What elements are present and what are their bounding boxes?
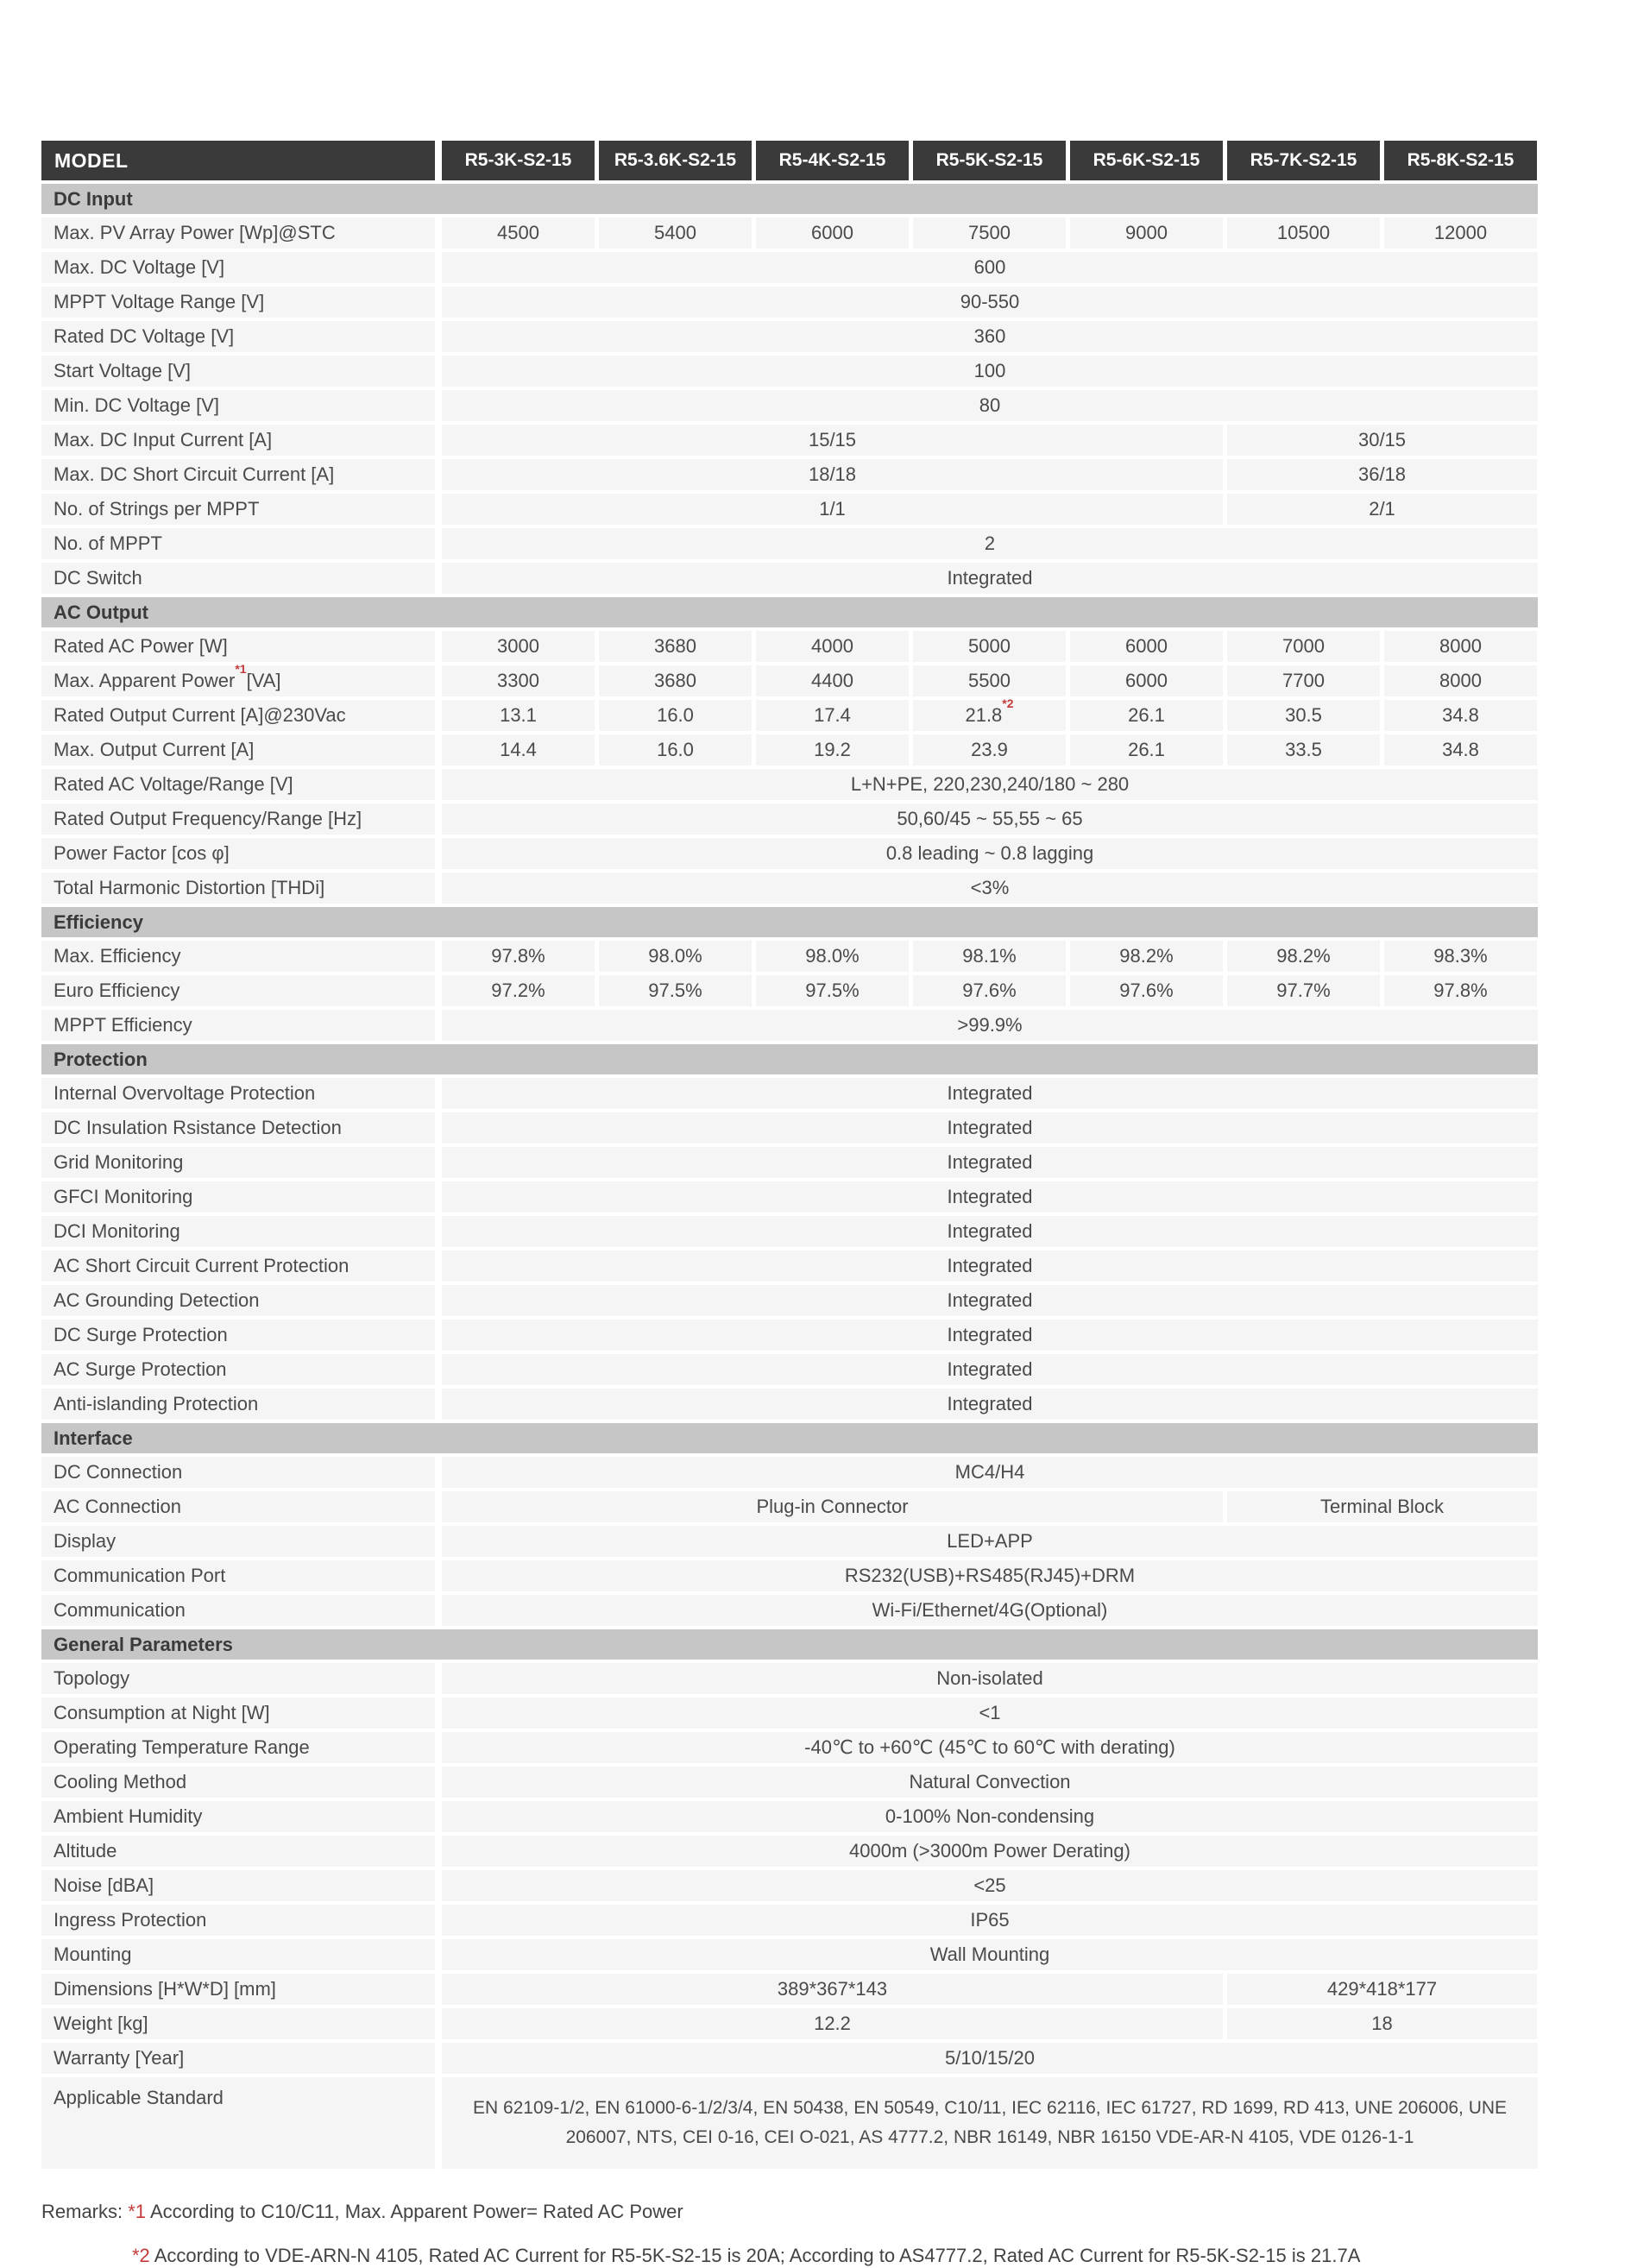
row-values [442,528,1538,559]
row-label: No. of Strings per MPPT [41,494,435,525]
spec-value-cell: 34.8 [1384,734,1537,765]
row-label: Euro Efficiency [41,975,435,1006]
spec-value-cell: <1 [442,1698,1538,1729]
table-row [41,1389,1538,1420]
row-values [442,631,1538,662]
table-row [41,1112,1538,1143]
row-values [442,1285,1538,1316]
spec-value-cell: Integrated [442,1147,1538,1178]
spec-value-cell: 8000 [1384,665,1537,696]
spec-value-cell: Integrated [442,1216,1538,1247]
row-label: Communication Port [41,1560,435,1591]
table-row [41,1836,1538,1867]
spec-value-cell: 6000 [1070,631,1223,662]
model-column-header: R5-8K-S2-15 [1384,141,1537,180]
spec-value-cell: 3680 [599,631,752,662]
spec-value-cell: 12000 [1384,217,1537,249]
spec-value-cell: L+N+PE, 220,230,240/180 ~ 280 [442,769,1538,800]
row-label: Max. Apparent Power$^{*1}$[VA] [41,665,435,696]
table-row [41,769,1538,800]
spec-value-cell: 18/18 [442,459,1223,490]
table-row [41,975,1538,1006]
model-column-header: R5-4K-S2-15 [756,141,909,180]
spec-value-cell: 98.3% [1384,941,1537,972]
spec-value-cell: Integrated [442,1078,1538,1109]
model-column-header: R5-6K-S2-15 [1070,141,1223,180]
row-label: Weight [kg] [41,2008,435,2039]
spec-value-cell: 97.6% [913,975,1066,1006]
spec-value-cell: 3680 [599,665,752,696]
row-values [442,1560,1538,1591]
footnote-marker: *2 [1002,696,1014,710]
row-values [442,1526,1538,1557]
row-label: Noise [dBA] [41,1870,435,1901]
row-label: DCI Monitoring [41,1216,435,1247]
spec-value-cell: 16.0 [599,700,752,731]
row-values [442,1905,1538,1936]
table-row [41,459,1538,490]
row-values [442,1767,1538,1798]
row-label: Mounting [41,1939,435,1970]
spec-value-cell: 3000 [442,631,595,662]
spec-value-cell: 360 [442,321,1538,352]
row-label: Consumption at Night [W] [41,1698,435,1729]
row-label: Ingress Protection [41,1905,435,1936]
spec-value-cell: Plug-in Connector [442,1491,1223,1522]
spec-value-cell: 8000 [1384,631,1537,662]
row-values [442,665,1538,696]
row-label: Operating Temperature Range [41,1732,435,1763]
row-values [442,696,1538,731]
section-header: General Parameters [41,1629,1538,1660]
spec-value-cell: 4500 [442,217,595,249]
table-row [41,1905,1538,1936]
spec-value-cell: 97.8% [1384,975,1537,1006]
spec-value-cell: 2 [442,528,1538,559]
spec-value-cell: 30/15 [1227,425,1537,456]
row-label: Rated Output Frequency/Range [Hz] [41,803,435,835]
spec-value-cell: <25 [442,1870,1538,1901]
spec-value-cell: 2/1 [1227,494,1537,525]
spec-value-cell: 5/10/15/20 [442,2043,1538,2074]
row-label: Topology [41,1663,435,1694]
spec-value-cell: 97.5% [756,975,909,1006]
row-values [442,769,1538,800]
spec-value-cell: 0.8 leading ~ 0.8 lagging [442,838,1538,869]
spec-value-cell: 600 [442,252,1538,283]
model-column-header: R5-7K-S2-15 [1227,141,1380,180]
table-row [41,1974,1538,2005]
table-row [41,1767,1538,1798]
table-row [41,873,1538,904]
spec-value-cell: 98.0% [599,941,752,972]
row-values [442,1974,1538,2005]
row-values [442,1354,1538,1385]
table-row [41,1560,1538,1591]
table-row [41,1939,1538,1970]
spec-value-cell: Integrated [442,1251,1538,1282]
spec-value-cell: Integrated [442,1389,1538,1420]
spec-value-cell: -40℃ to +60℃ (45℃ to 60℃ with derating) [442,1732,1538,1763]
table-row [41,661,1538,696]
spec-value-cell: Wi-Fi/Ethernet/4G(Optional) [442,1595,1538,1626]
row-label: Display [41,1526,435,1557]
table-row [41,1147,1538,1178]
row-label: DC Switch [41,563,435,594]
spec-value-cell: Terminal Block [1227,1491,1537,1522]
row-values [442,1801,1538,1832]
model-header-cell: MODEL [41,141,435,180]
row-values [442,1078,1538,1109]
row-values [442,941,1538,972]
spec-value-cell: 4000m (>3000m Power Derating) [442,1836,1538,1867]
remark-line-1 [41,2200,1631,2225]
row-values [442,1698,1538,1729]
row-label: Applicable Standard [41,2077,435,2169]
table-row [41,356,1538,387]
table-row [41,1663,1538,1694]
spec-table [41,141,1538,2169]
remark-text-2: According to VDE-ARN-N 4105, Rated AC Current for R5-5K-S2-15 is 20A; According to AS4777.2, Rated AC Current for R5-5K-S2-15 is 21.7A [149,2244,1361,2266]
table-row [41,1320,1538,1351]
spec-value-cell: 17.4 [756,700,909,731]
spec-value-cell: 19.2 [756,734,909,765]
spec-value-cell: 6000 [1070,665,1223,696]
row-label: Max. Efficiency [41,941,435,972]
spec-value-cell: 5500 [913,665,1066,696]
row-label: Start Voltage [V] [41,356,435,387]
spec-value-cell: 26.1 [1070,734,1223,765]
remarks [41,2200,1631,2268]
row-values [442,321,1538,352]
spec-value-cell: 13.1 [442,700,595,731]
table-row [41,563,1538,594]
spec-value-cell: 15/15 [442,425,1223,456]
table-row [41,631,1538,662]
spec-value-cell: LED+APP [442,1526,1538,1557]
spec-value-cell: IP65 [442,1905,1538,1936]
row-values [442,1010,1538,1041]
spec-value-cell: 14.4 [442,734,595,765]
row-values [442,803,1538,835]
row-label: Internal Overvoltage Protection [41,1078,435,1109]
table-row [41,2008,1538,2039]
spec-value-cell: 16.0 [599,734,752,765]
row-label: Max. DC Input Current [A] [41,425,435,456]
row-label: AC Grounding Detection [41,1285,435,1316]
spec-value-cell: 6000 [756,217,909,249]
row-values [442,1457,1538,1488]
table-row [41,252,1538,283]
table-row [41,1354,1538,1385]
model-column-header: R5-5K-S2-15 [913,141,1066,180]
row-label: Grid Monitoring [41,1147,435,1178]
table-row [41,287,1538,318]
spec-value-cell: 0-100% Non-condensing [442,1801,1538,1832]
spec-value-cell: 97.8% [442,941,595,972]
spec-value-cell: 12.2 [442,2008,1223,2039]
table-header-row [41,141,1538,180]
spec-value-cell: 98.2% [1070,941,1223,972]
row-values [442,1112,1538,1143]
row-values [442,1181,1538,1213]
row-label: DC Surge Protection [41,1320,435,1351]
spec-value-cell: 3300 [442,665,595,696]
row-values [442,1939,1538,1970]
row-label: Max. DC Short Circuit Current [A] [41,459,435,490]
spec-value-cell: 4400 [756,665,909,696]
row-values [442,1251,1538,1282]
table-row [41,1732,1538,1763]
row-values [442,563,1538,594]
row-label: Rated DC Voltage [V] [41,321,435,352]
row-values [442,734,1538,765]
row-label: Warranty [Year] [41,2043,435,2074]
row-values [442,838,1538,869]
row-label: Min. DC Voltage [V] [41,390,435,421]
row-values [442,425,1538,456]
row-values [442,217,1538,249]
row-label: Anti-islanding Protection [41,1389,435,1420]
model-column-header: R5-3K-S2-15 [442,141,595,180]
row-values [442,2077,1538,2169]
section-header: Interface [41,1423,1538,1453]
table-row [41,803,1538,835]
spec-value-cell: 5400 [599,217,752,249]
spec-value-cell: 7000 [1227,631,1380,662]
row-label: Rated Output Current [A]@230Vac [41,700,435,731]
row-label: Altitude [41,1836,435,1867]
row-label: Max. DC Voltage [V] [41,252,435,283]
row-label: Communication [41,1595,435,1626]
row-label: AC Connection [41,1491,435,1522]
spec-value-cell: 23.9 [913,734,1066,765]
spec-value-cell: 10500 [1227,217,1380,249]
table-row [41,838,1538,869]
spec-value-cell: 97.2% [442,975,595,1006]
table-row [41,1595,1538,1626]
row-values [442,356,1538,387]
row-label: Total Harmonic Distortion [THDi] [41,873,435,904]
row-values [442,975,1538,1006]
table-row [41,1801,1538,1832]
table-row [41,1181,1538,1213]
spec-value-cell: Integrated [442,563,1538,594]
table-row [41,1078,1538,1109]
row-values [442,252,1538,283]
table-row [41,528,1538,559]
row-values [442,1216,1538,1247]
table-row [41,1251,1538,1282]
model-header-cells [442,141,1538,180]
spec-value-cell: 98.2% [1227,941,1380,972]
row-values [442,2043,1538,2074]
row-values [442,1491,1538,1522]
table-row [41,2043,1538,2074]
spec-value-cell: 90-550 [442,287,1538,318]
table-row [41,494,1538,525]
table-row [41,1216,1538,1247]
row-values [442,390,1538,421]
spec-value-cell: Integrated [442,1112,1538,1143]
remark-marker-1: *1 [128,2201,147,2222]
row-values [442,1836,1538,1867]
row-label: Power Factor [cos φ] [41,838,435,869]
row-values [442,494,1538,525]
section-header: DC Input [41,184,1538,214]
table-row [41,1010,1538,1041]
row-values [442,1147,1538,1178]
row-values [442,1870,1538,1901]
table-row [41,1526,1538,1557]
row-values [442,2008,1538,2039]
row-values [442,1320,1538,1351]
spec-value-cell: Integrated [442,1354,1538,1385]
model-column-header: R5-3.6K-S2-15 [599,141,752,180]
table-row [41,425,1538,456]
row-values [442,873,1538,904]
remark-marker-2: *2 [132,2244,150,2266]
table-row [41,696,1538,731]
row-label: GFCI Monitoring [41,1181,435,1213]
spec-value-cell: Integrated [442,1285,1538,1316]
row-values [442,287,1538,318]
spec-value-cell: 33.5 [1227,734,1380,765]
row-label: Max. Output Current [A] [41,734,435,765]
row-label: MPPT Efficiency [41,1010,435,1041]
spec-value-cell: 50,60/45 ~ 55,55 ~ 65 [442,803,1538,835]
spec-value-cell: Integrated [442,1181,1538,1213]
table-row [41,217,1538,249]
spec-value-cell: 4000 [756,631,909,662]
row-label: AC Short Circuit Current Protection [41,1251,435,1282]
spec-value-cell: 97.7% [1227,975,1380,1006]
spec-value-cell: MC4/H4 [442,1457,1538,1488]
spec-value-cell: Natural Convection [442,1767,1538,1798]
section-header: Efficiency [41,907,1538,937]
table-row [41,1457,1538,1488]
table-row [41,1285,1538,1316]
spec-value-cell: Integrated [442,1320,1538,1351]
spec-value-cell: 97.6% [1070,975,1223,1006]
table-row [41,1491,1538,1522]
table-row [41,390,1538,421]
row-values [442,1389,1538,1420]
spec-value-cell: <3% [442,873,1538,904]
table-row [41,1698,1538,1729]
spec-value-cell: 9000 [1070,217,1223,249]
spec-value-cell: 34.8 [1384,700,1537,731]
footnote-marker: *1 [235,661,247,676]
table-row [41,941,1538,972]
table-row [41,1870,1538,1901]
spec-value-cell: 7500 [913,217,1066,249]
row-values [442,1595,1538,1626]
spec-value-cell: 26.1 [1070,700,1223,731]
row-values [442,459,1538,490]
spec-value-cell: 98.0% [756,941,909,972]
table-row [41,321,1538,352]
spec-value-cell: RS232(USB)+RS485(RJ45)+DRM [442,1560,1538,1591]
row-label: AC Surge Protection [41,1354,435,1385]
row-values [442,1732,1538,1763]
spec-value-cell: 21.8$^{*2}$ [913,700,1066,731]
spec-value-cell: 30.5 [1227,700,1380,731]
row-label: Ambient Humidity [41,1801,435,1832]
remark-text-1: According to C10/C11, Max. Apparent Power= Rated AC Power [146,2201,683,2222]
row-label: DC Connection [41,1457,435,1488]
table-row [41,2077,1538,2169]
row-label: No. of MPPT [41,528,435,559]
row-label: DC Insulation Rsistance Detection [41,1112,435,1143]
spec-value-cell: 7700 [1227,665,1380,696]
spec-value-cell: 1/1 [442,494,1223,525]
spec-value-cell: 100 [442,356,1538,387]
spec-value-cell: >99.9% [442,1010,1538,1041]
row-label: Cooling Method [41,1767,435,1798]
row-label: MPPT Voltage Range [V] [41,287,435,318]
spec-value-cell: 98.1% [913,941,1066,972]
table-row [41,734,1538,765]
row-label: Rated AC Voltage/Range [V] [41,769,435,800]
spec-value-cell: Non-isolated [442,1663,1538,1694]
spec-value-cell: 97.5% [599,975,752,1006]
remark-line-2 [41,2244,1631,2268]
remarks-prefix: Remarks: [41,2201,129,2222]
section-header: AC Output [41,597,1538,627]
spec-value-cell: 429*418*177 [1227,1974,1537,2005]
row-values [442,1663,1538,1694]
row-label: Max. PV Array Power [Wp]@STC [41,217,435,249]
spec-value-cell: 389*367*143 [442,1974,1223,2005]
section-header: Protection [41,1044,1538,1074]
spec-value-cell: 80 [442,390,1538,421]
spec-value-cell: 5000 [913,631,1066,662]
row-label: Dimensions [H*W*D] [mm] [41,1974,435,2005]
spec-value-cell: EN 62109-1/2, EN 61000-6-1/2/3/4, EN 50438, EN 50549, C10/11, IEC 62116, IEC 61727, RD 1699, RD 413, UNE 206006, UNE 206007, NTS, CEI 0-16, CEI O-021, AS 4777.2, NBR 16149, NBR 16150 VDE-AR-N 4105, VDE 0126-1-1 [442,2077,1538,2169]
spec-value-cell: 36/18 [1227,459,1537,490]
spec-value-cell: 18 [1227,2008,1537,2039]
row-label: Rated AC Power [W] [41,631,435,662]
spec-value-cell: Wall Mounting [442,1939,1538,1970]
